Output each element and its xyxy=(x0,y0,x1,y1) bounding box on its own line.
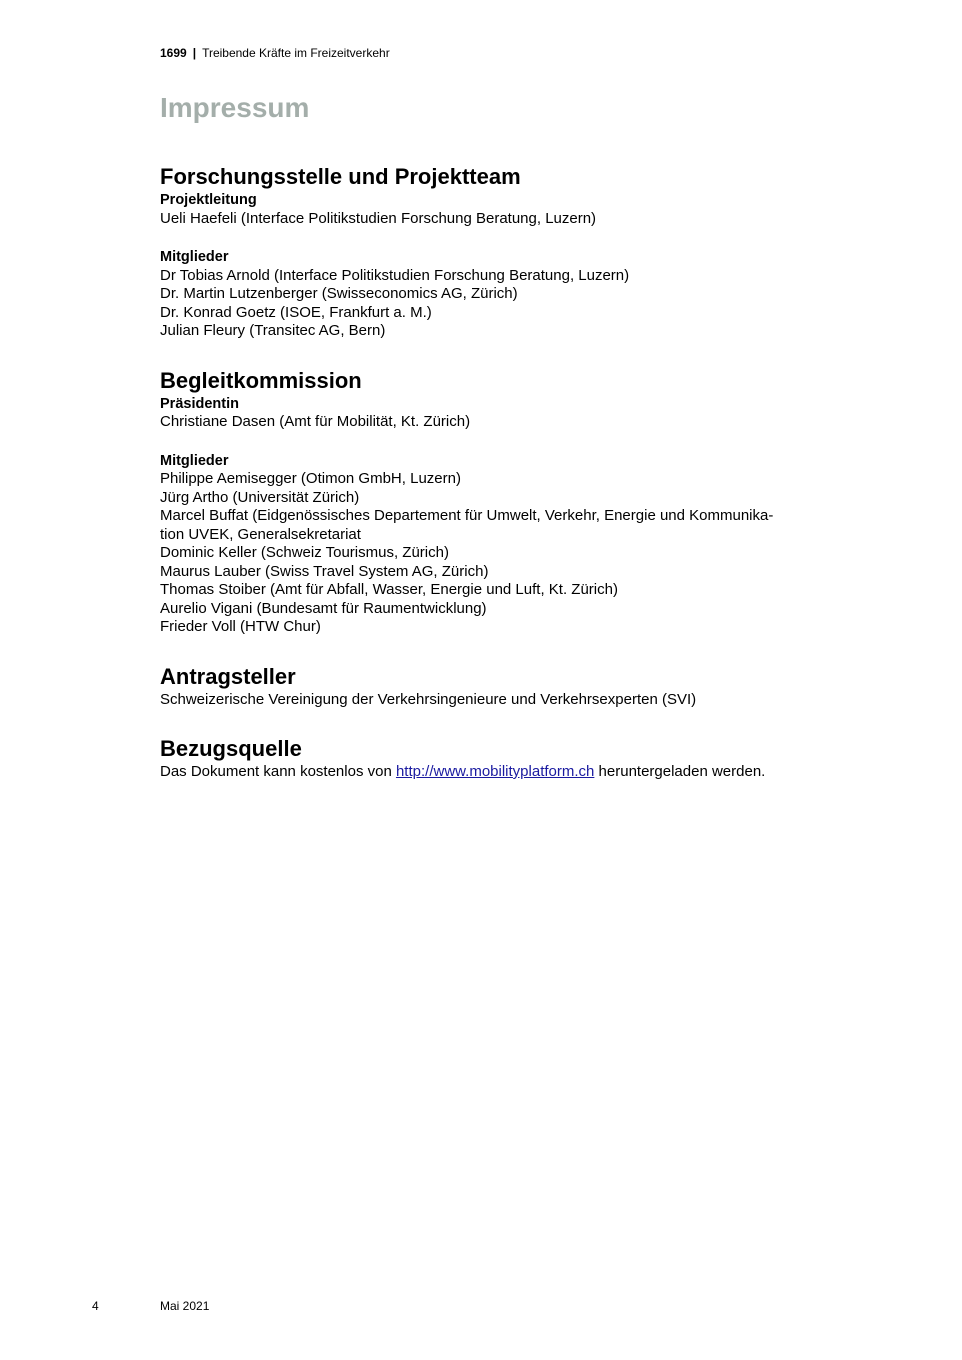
doc-number: 1699 xyxy=(160,46,187,60)
projektleitung-block xyxy=(160,191,840,228)
list-item: Dominic Keller (Schweiz Tourismus, Zürich) xyxy=(160,544,449,561)
bezugsquelle-text-after: heruntergeladen werden. xyxy=(594,763,766,780)
list-item: Maurus Lauber (Swiss Travel System AG, Zürich) xyxy=(160,562,489,580)
list-item: Frieder Voll (HTW Chur) xyxy=(160,618,321,635)
section-heading-begleitkommission: Begleitkommission xyxy=(160,367,362,393)
section-heading-antragsteller: Antragsteller xyxy=(160,663,296,689)
section-bezugsquelle xyxy=(160,735,840,782)
page-title: Impressum xyxy=(160,92,310,123)
section-heading-bezugsquelle: Bezugsquelle xyxy=(160,736,302,761)
mobilityplatform-link[interactable]: http://www.mobilityplatform.ch xyxy=(395,763,595,780)
impressum-content xyxy=(160,163,840,808)
list-item: Dr. Martin Lutzenberger (Swisseconomics AG, Zürich) xyxy=(160,285,518,302)
mitglieder-label: Mitglieder xyxy=(160,249,229,265)
running-header xyxy=(160,45,390,61)
list-item: Julian Fleury (Transitec AG, Bern) xyxy=(160,322,386,339)
list-item: Aurelio Vigani (Bundesamt für Raumentwicklung) xyxy=(160,599,487,617)
section-antragsteller xyxy=(160,663,840,710)
list-item: Philippe Aemisegger (Otimon GmbH, Luzern) xyxy=(160,470,461,487)
mitglieder-block-begleit xyxy=(160,452,840,637)
antragsteller-text: Schweizerische Vereinigung der Verkehrsingenieure und Verkehrsexperten (SVI) xyxy=(160,690,697,708)
page-number: 4 xyxy=(92,1299,99,1313)
section-begleitkommission xyxy=(160,367,840,637)
list-item: Ueli Haefeli (Interface Politikstudien Forschung Beratung, Luzern) xyxy=(160,209,597,227)
projektleitung-label: Projektleitung xyxy=(160,192,257,208)
praesidentin-block xyxy=(160,395,840,432)
bezugsquelle-text-before: Das Dokument kann kostenlos von xyxy=(160,763,396,780)
praesidentin-label: Präsidentin xyxy=(160,395,239,412)
list-item: Dr Tobias Arnold (Interface Politikstudien Forschung Beratung, Luzern) xyxy=(160,266,630,284)
list-item: Marcel Buffat (Eidgenössisches Departement für Umwelt, Verkehr, Energie und Kommunika- xyxy=(160,507,774,524)
list-item: tion UVEK, Generalsekretariat xyxy=(160,525,361,543)
footer-date: Mai 2021 xyxy=(160,1299,210,1313)
section-heading-forschung: Forschungsstelle und Projektteam xyxy=(160,164,521,189)
list-item: Thomas Stoiber (Amt für Abfall, Wasser, Energie und Luft, Kt. Zürich) xyxy=(160,581,618,598)
bezugsquelle-text xyxy=(160,763,840,782)
list-item: Christiane Dasen (Amt für Mobilität, Kt. Zürich) xyxy=(160,413,471,430)
mitglieder-block-forschung xyxy=(160,248,840,341)
section-forschung xyxy=(160,163,840,341)
header-separator: | xyxy=(192,46,197,60)
list-item: Jürg Artho (Universität Zürich) xyxy=(160,488,360,506)
list-item: Dr. Konrad Goetz (ISOE, Frankfurt a. M.) xyxy=(160,303,432,321)
mitglieder-label: Mitglieder xyxy=(160,452,229,469)
doc-title: Treibende Kräfte im Freizeitverkehr xyxy=(202,46,390,60)
